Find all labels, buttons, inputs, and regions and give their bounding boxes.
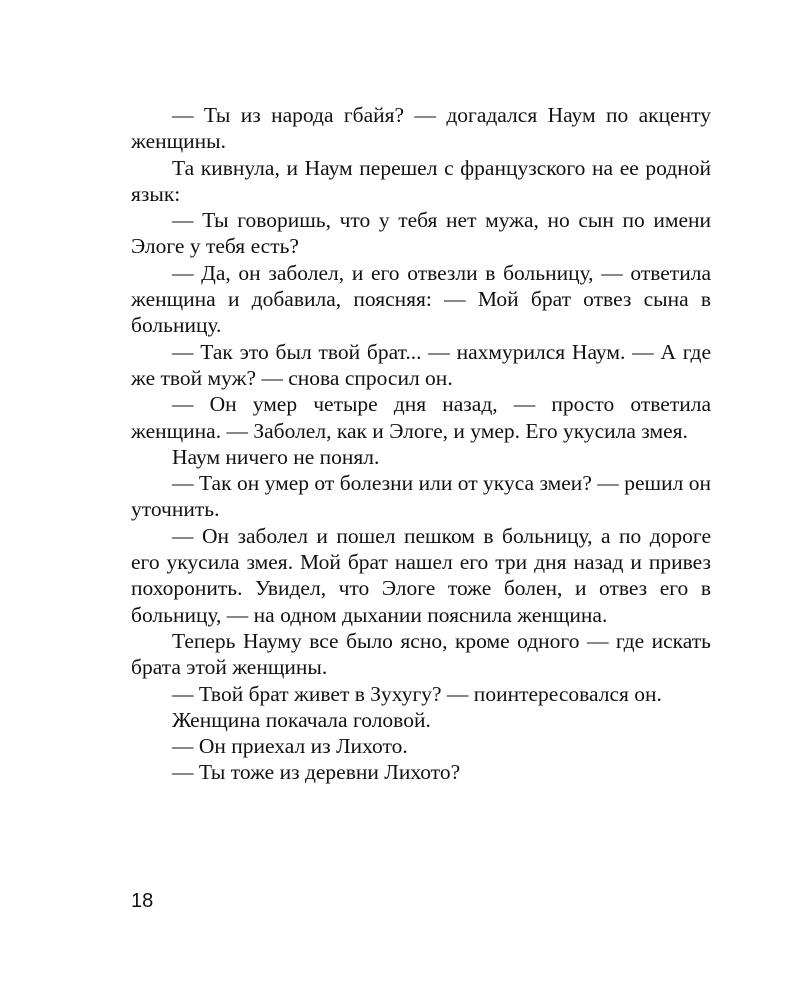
paragraph: — Так он умер от болезни или от укуса змеи? — решил он уточнить. — [131, 471, 711, 522]
paragraph: — Он приехал из Лихото. — [172, 734, 408, 759]
paragraph: — Твой брат живет в Зухугу? — поинтересовался он. — [172, 681, 662, 706]
paragraph: — Ты тоже из деревни Лихото? — [172, 760, 461, 785]
paragraph: Теперь Науму все было ясно, кроме одного — где искать брата этой женщины. — [131, 628, 711, 680]
page-number: 18 — [131, 890, 154, 912]
paragraph: — Он умер четыре дня назад, — просто ответила женщина. — Заболел, как и Элоге, и умер. Его укусила змея. — [131, 392, 711, 443]
paragraph: — Ты из народа гбайя? — догадался Наум по акценту женщины. — [131, 103, 711, 154]
paragraph: — Да, он заболел, и его отвезли в больницу, — ответила женщина и добавила, поясняя: — Мой брат отвез сына в больницу. — [131, 260, 711, 338]
paragraph: Та кивнула, и Наум перешел с французского на ее родной язык: — [131, 155, 711, 206]
body-text — [131, 102, 711, 786]
paragraph: — Ты говоришь, что у тебя нет мужа, но сын по имени Элоге у тебя есть? — [131, 208, 711, 259]
paragraph: — Он заболел и пошел пешком в больницу, а по дороге его укусила змея. Мой брат нашел его три дня назад и привез похоронить. Увидел, что Элоге тоже болен, и отвез его в больницу, — на одном дыхании пояснила женщина. — [131, 523, 711, 627]
paragraph: — Так это был твой брат... — нахмурился Наум. — А где же твой муж? — снова спросил он. — [131, 339, 711, 390]
paragraph: Женщина покачала головой. — [172, 707, 431, 732]
paragraph: Наум ничего не понял. — [172, 444, 380, 469]
